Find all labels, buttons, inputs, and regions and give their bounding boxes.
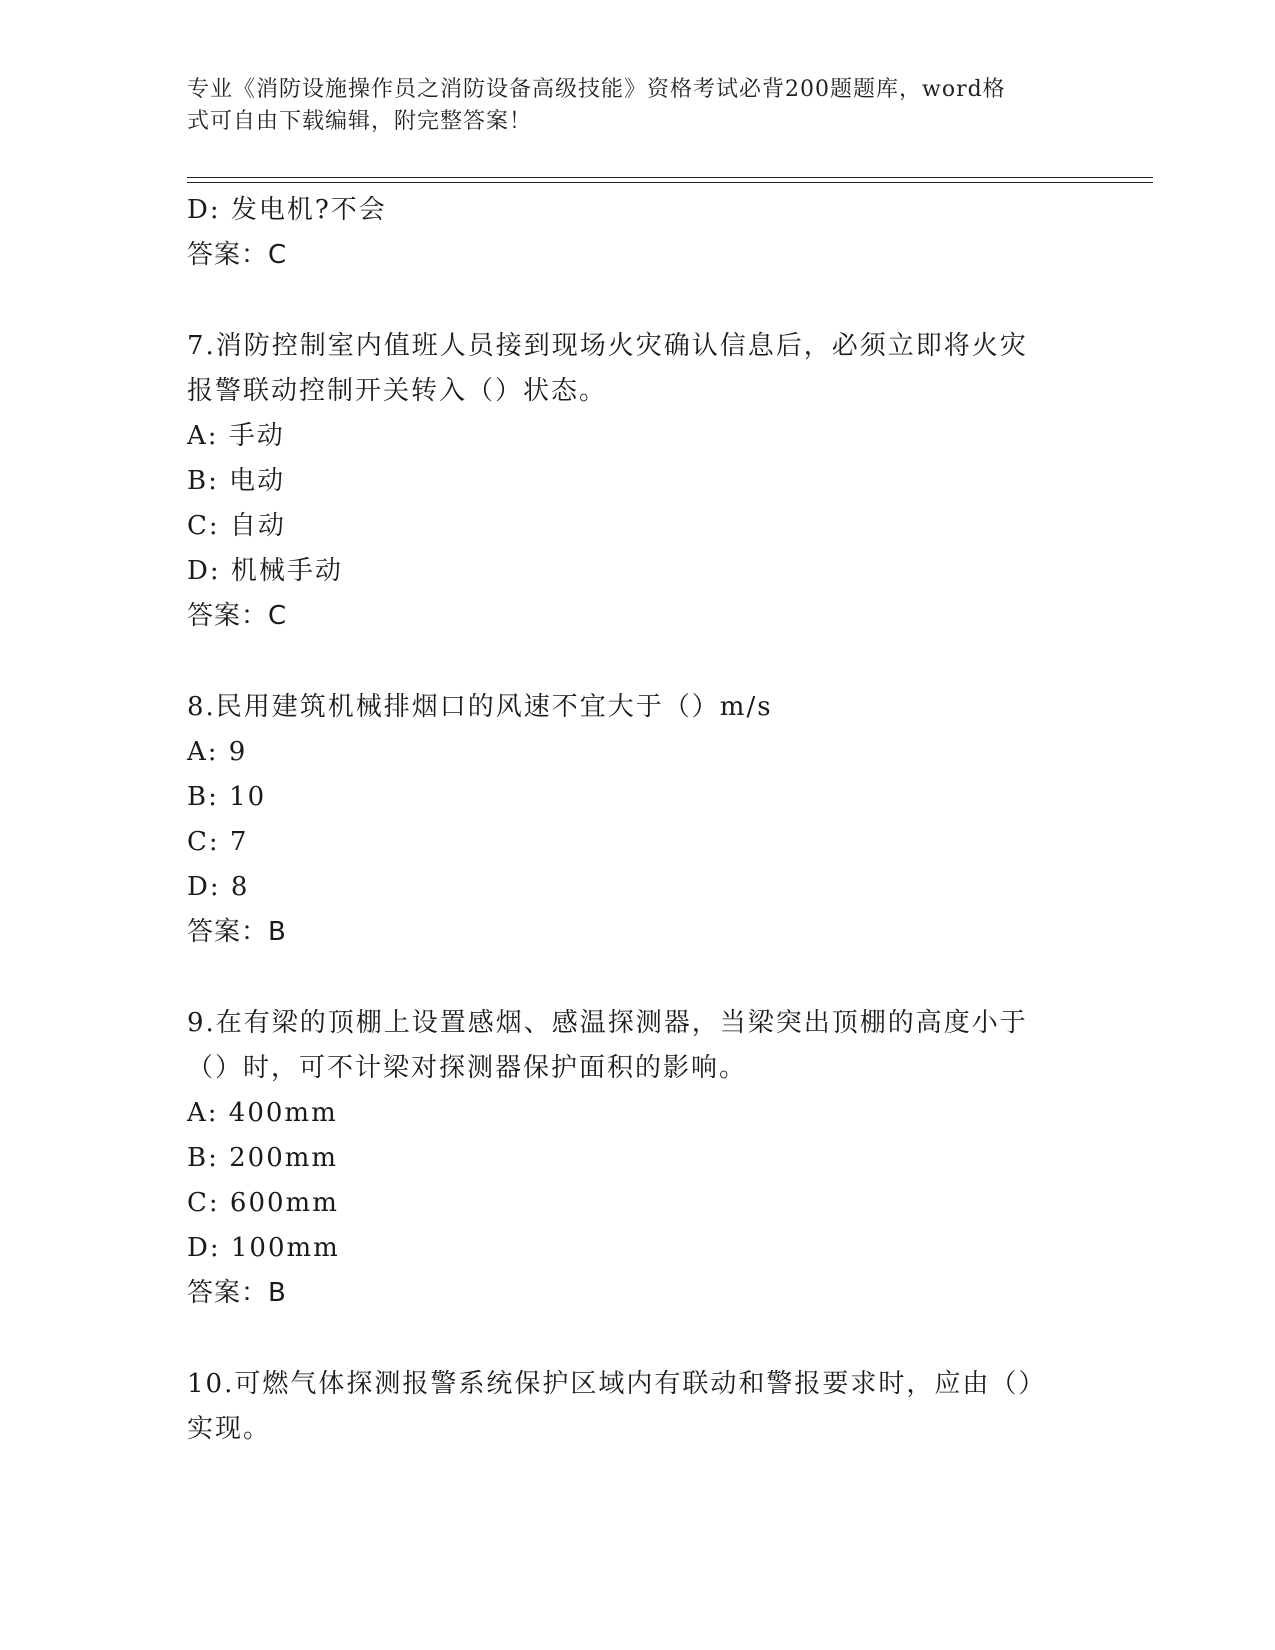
option-c: C: 600mm — [187, 1188, 339, 1218]
header-line-2: 式可自由下载编辑，附完整答案！ — [187, 109, 533, 134]
question-text-line: 7.消防控制室内值班人员接到现场火灾确认信息后，必须立即将火灾 — [187, 331, 1028, 361]
option-c: C: 7 — [187, 827, 249, 857]
option-b: B: 200mm — [187, 1143, 339, 1173]
question-text-line: 8.民用建筑机械排烟口的风速不宜大于（）m/s — [187, 692, 773, 722]
question-7 — [187, 324, 1087, 639]
question-text-line: 10.可燃气体探测报警系统保护区域内有联动和警报要求时，应由（） — [187, 1369, 1047, 1399]
option-a: A: 9 — [187, 737, 248, 767]
question-text-line: （）时，可不计梁对探测器保护面积的影响。 — [187, 1053, 748, 1083]
question-9 — [187, 1001, 1087, 1316]
option-d: D: 8 — [187, 872, 250, 902]
option-c: C: 自动 — [187, 511, 286, 541]
option-a: A: 400mm — [187, 1098, 338, 1128]
question-10 — [187, 1362, 1087, 1452]
answer-line: 答案：C — [187, 240, 288, 270]
answer-line: 答案：B — [187, 917, 287, 947]
question-text-line: 9.在有梁的顶棚上设置感烟、感温探测器，当梁突出顶棚的高度小于 — [187, 1008, 1028, 1038]
question-text-line: 实现。 — [187, 1414, 272, 1444]
answer-line: 答案：C — [187, 601, 288, 631]
document-header — [187, 74, 1067, 138]
question-8 — [187, 685, 1087, 955]
header-divider-bottom — [187, 182, 1153, 183]
option-d: D: 100mm — [187, 1233, 340, 1263]
question-text-line: 报警联动控制开关转入（）状态。 — [187, 376, 608, 406]
option-d: D: 机械手动 — [187, 556, 343, 586]
previous-question-tail — [187, 188, 1087, 278]
question-list — [187, 188, 1087, 1452]
option-b: B: 10 — [187, 782, 267, 812]
answer-line: 答案：B — [187, 1278, 287, 1308]
header-line-1: 专业《消防设施操作员之消防设备高级技能》资格考试必背200题题库，word格 — [187, 77, 1006, 102]
option-a: A: 手动 — [187, 421, 285, 451]
header-divider-top — [187, 177, 1153, 178]
option-b: B: 电动 — [187, 466, 286, 496]
option-d: D: 发电机?不会 — [187, 195, 387, 225]
